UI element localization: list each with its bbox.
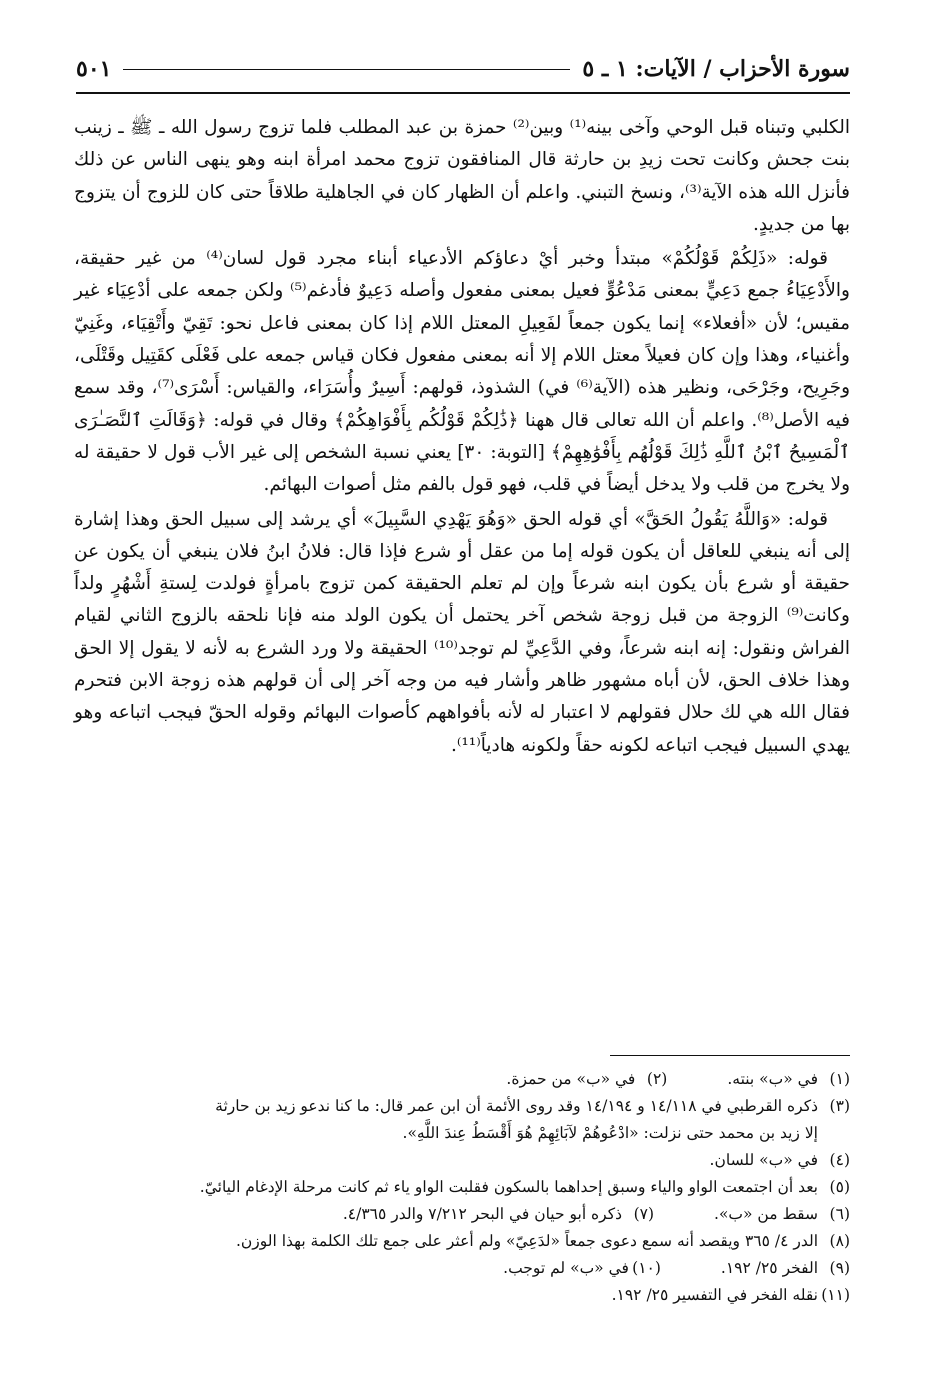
footnote-row [70, 1066, 850, 1093]
footnote-11: (١١) نقله الفخر في التفسير ٢٥/ ١٩٢. [611, 1286, 850, 1304]
page-header [76, 46, 850, 94]
footnotes [70, 1066, 850, 1309]
paragraph: قوله: «وَاللَّهُ يَقُولُ الحَقَّ» أي قوله الحق «وَهُوَ يَهْدِي السَّبِيلَ» أي يرشد إلى سبيل الحق وهذا إشارة إلى أنه ينبغي للعاقل أن يكون قوله إما من عقل أو شرع فإذا قال: فلانُ ابنُ فلان ينبغي أن يكون عن حقيقة أو شرع بأن يكون ابنه شرعاً وإن لم تعلم الحقيقة كمن تزوج بامرأةٍ فولدت لِستةِ أَشْهُرٍ ولداً وكانت⁽⁹⁾ الزوجة من قبل زوجة شخص آخر يحتمل أن يكون الولد منه فإنا نلحقه بالزوج الثاني لقيام الفراش ونقول: إنه ابنه شرعاً، وفي الدَّعِيِّ لم توجد⁽¹⁰⁾ الحقيقة ولا ورد الشرع به لأنه لا يقول إلا الحق وهذا خلاف الحق، لأن أباه مشهور ظاهر وأشار فيه من وجه آخر إلى أن قولهم هذه زوجة الابن فتحرم فقال الله هي لك حلال فقولهم لا اعتبار له لأنه بأفواههم كأصوات البهائم وقوله الحقّ فيجب اتباعه وهو يهدي السبيل فيجب اتباعه لكونه حقاً ولكونه هادياً⁽¹¹⁾. [74, 508, 851, 756]
paragraph: الكلبي وتبناه قبل الوحي وآخى بينه⁽¹⁾ وبين⁽²⁾ حمزة بن عبد المطلب فلما تزوج رسول الله ـ ﷺ ـ زينب بنت جحش وكانت تحت زيدِ بن حارثة قال المنافقون تزوج محمد امرأة ابنه وهو ينهى الناس عن ذلك فأنزل الله هذه الآية⁽³⁾، ونسخ التبني. واعلم أن الظهار كان في الجاهلية طلاقاً حتى كان للزوج أن يتزوج بها من جديدٍ. [74, 117, 851, 235]
header-leader-line [123, 69, 570, 70]
footnote-row [70, 1201, 850, 1228]
footnote-3: (٣) ذكره القرطبي في ١٤/١١٨ و ١٤/١٩٤ وقد روى الأئمة أن ابن عمر قال: ما كنا ندعو زيد بن حارثة [215, 1097, 850, 1115]
footnote-9: (٩) الفخر ٢٥/ ١٩٢. [720, 1259, 850, 1277]
main-text [74, 112, 850, 764]
paragraph: قوله: «ذَلِكُمْ قَوْلُكُمْ» مبتدأ وخبر أيْ دعاؤكم الأدعياء أبناء مجرد قول لسان⁽⁴⁾ من غير حقيقة، والأَدْعِيَاءُ جمع دَعِيٍّ بمعنى مَدْعُوٍّ فعيل بمعنى مفعول وأصله دَعِيوٌ فأدغم⁽⁵⁾ ولكن جمعه على أدْعِيَاء غير مقيس؛ لأن «أفعلاء» إنما يكون جمعاً لفَعِيلِ المعتل اللام إذا كان بمعنى فاعل نحو: تَقِيّ وأَتْقِيَاء، وغَنِيّ وأغنياء، وهذا وإن كان فعيلاً معتل اللام إلا أنه بمعنى مفعول فكان قياس جمعه على فَعْلَى كقَتِيل وقَتْلَى، وجَرِيح، وجَرْحَى، ونظير هذه (الآية⁽⁶⁾ في) الشذوذ، قولهم: أَسِيرٌ وأُسَرَاء، والقياس: أَسْرَى⁽⁷⁾، وقد سمع فيه الأصل⁽⁸⁾. واعلم أن الله تعالى قال ههنا ﴿ذَٰلِكُمْ قَوْلُكُم بِأَفْوَاهِكُمْ﴾ وقال في قوله: ﴿وَقَالَتِ ٱلنَّصَـٰرَى ٱلْمَسِيحُ ٱبْنُ ٱللَّهِ ذَٰلِكَ قَوْلُهُم بِأَفْوَٰهِهِمْ﴾ [التوبة: ٣٠] يعني نسبة الشخص إلى غير الأب قول لا حقيقة له ولا يخرج من قلب ولا يدخل أيضاً في قلب، فهو قول بالفم مثل أصوات البهائم. [74, 248, 851, 496]
footnote-separator [610, 1055, 850, 1056]
footnote-6: (٦) سقط من «ب». [714, 1205, 850, 1223]
footnote-8: (٨) الدر ٤/ ٣٦٥ ويقصد أنه سمع دعوى جمعاً «لدَعِيّ» ولم أعثر على جمع تلك الكلمة بهذا الوزن. [235, 1232, 850, 1250]
footnote-2: (٢) في «ب» من حمزة. [506, 1070, 668, 1088]
footnote-1: (١) في «ب» بنته. [727, 1070, 850, 1088]
page-number: ٥٠١ [76, 56, 112, 82]
footnote-4: (٤) في «ب» للسان. [709, 1151, 850, 1169]
footnote-7: (٧) ذكره أبو حيان في البحر ٧/٢١٢ والدر ٤/٣٦٥. [342, 1205, 655, 1223]
footnote-10: (١٠) في «ب» لم توجب. [503, 1259, 661, 1277]
running-title: سورة الأحزاب / الآيات: ١ ـ ٥ [582, 56, 850, 82]
footnote-row [70, 1255, 850, 1282]
footnote-3-continued: إلا زيد بن محمد حتى نزلت: «ادْعُوهُمْ لآبَائِهِمْ هُوَ أَقْسَطُ عِندَ اللَّهِ». [402, 1124, 818, 1142]
footnote-5: (٥) بعد أن اجتمعت الواو والياء وسبق إحداهما بالسكون فقلبت الواو ياء ثم كانت مرحلة الإدغام اليائيّ. [199, 1178, 850, 1196]
